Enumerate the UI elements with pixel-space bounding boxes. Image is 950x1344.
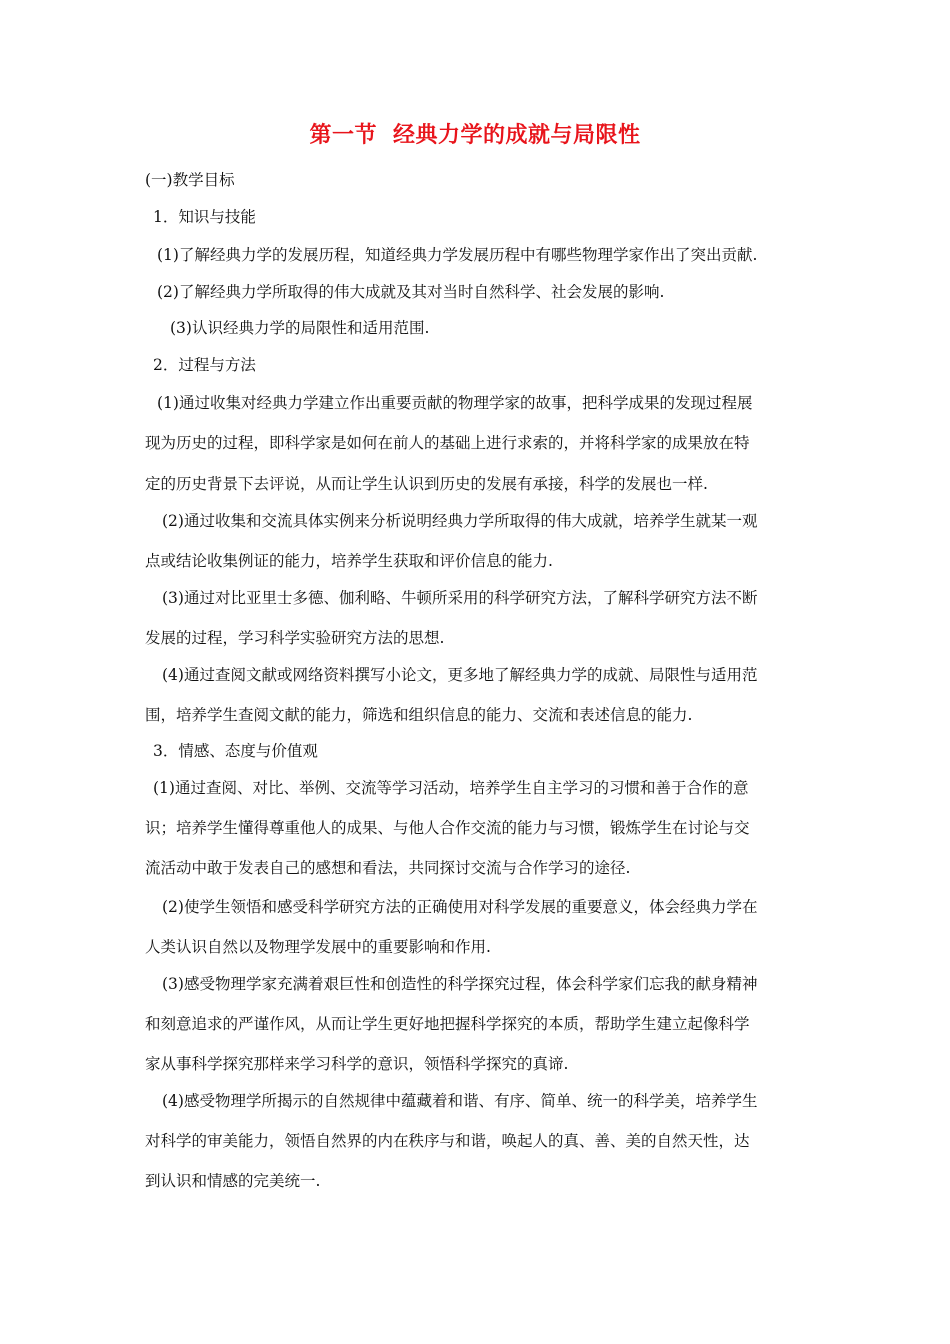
paragraph-line: (2)通过收集和交流具体实例来分析说明经典力学所取得的伟大成就，培养学生就某一观 [162,512,758,530]
title-section-number: 第一节 [309,123,377,148]
paragraph-line: 围，培养学生查阅文献的能力，筛选和组织信息的能力、交流和表述信息的能力. [145,706,693,724]
paragraph-line: 定的历史背景下去评说，从而让学生认识到历史的发展有承接，科学的发展也一样. [145,475,708,493]
paragraph-line: (1)通过收集对经典力学建立作出重要贡献的物理学家的故事，把科学成果的发现过程展 [157,394,753,412]
section-heading-objectives: (一)教学目标 [145,171,235,189]
paragraph-line: 发展的过程，学习科学实验研究方法的思想. [145,629,445,647]
paragraph-line: (4)通过查阅文献或网络资料撰写小论文，更多地了解经典力学的成就、局限性与适用范 [162,666,758,684]
paragraph-line: 识；培养学生懂得尊重他人的成果、与他人合作交流的能力与习惯，锻炼学生在讨论与交 [145,819,750,837]
paragraph-line: (3)感受物理学家充满着艰巨性和创造性的科学探究过程，体会科学家们忘我的献身精神 [162,975,758,993]
paragraph-line: 对科学的审美能力，领悟自然界的内在秩序与和谐，唤起人的真、善、美的自然天性，达 [145,1132,750,1150]
subsection-heading-process: 2．过程与方法 [153,356,256,374]
subsection-heading-attitude: 3．情感、态度与价值观 [153,742,318,760]
paragraph-line: (2)了解经典力学所取得的伟大成就及其对当时自然科学、社会发展的影响. [157,283,665,301]
paragraph-line: (2)使学生领悟和感受科学研究方法的正确使用对科学发展的重要意义，体会经典力学在 [162,898,758,916]
subsection-heading-knowledge: 1．知识与技能 [153,208,256,226]
paragraph-line: (1)通过查阅、对比、举例、交流等学习活动，培养学生自主学习的习惯和善于合作的意 [153,779,749,797]
paragraph-line: 到认识和情感的完美统一. [145,1172,321,1190]
paragraph-line: (1)了解经典力学的发展历程，知道经典力学发展历程中有哪些物理学家作出了突出贡献. [157,246,758,264]
paragraph-line: (3)认识经典力学的局限性和适用范围. [170,319,430,337]
paragraph-line: 现为历史的过程，即科学家是如何在前人的基础上进行求索的，并将科学家的成果放在特 [145,434,750,452]
paragraph-line: 人类认识自然以及物理学发展中的重要影响和作用. [145,938,491,956]
paragraph-line: (4)感受物理学所揭示的自然规律中蕴藏着和谐、有序、简单、统一的科学美，培养学生 [162,1092,758,1110]
paragraph-line: 点或结论收集例证的能力，培养学生获取和评价信息的能力. [145,552,553,570]
paragraph-line: 家从事科学探究那样来学习科学的意识，领悟科学探究的真谛. [145,1055,569,1073]
page-title [0,118,950,149]
paragraph-line: 和刻意追求的严谨作风，从而让学生更好地把握科学探究的本质，帮助学生建立起像科学 [145,1015,750,1033]
paragraph-line: 流活动中敢于发表自己的感想和看法，共同探讨交流与合作学习的途径. [145,859,631,877]
paragraph-line: (3)通过对比亚里士多德、伽利略、牛顿所采用的科学研究方法，了解科学研究方法不断 [162,589,758,607]
title-text: 经典力学的成就与局限性 [393,123,641,148]
